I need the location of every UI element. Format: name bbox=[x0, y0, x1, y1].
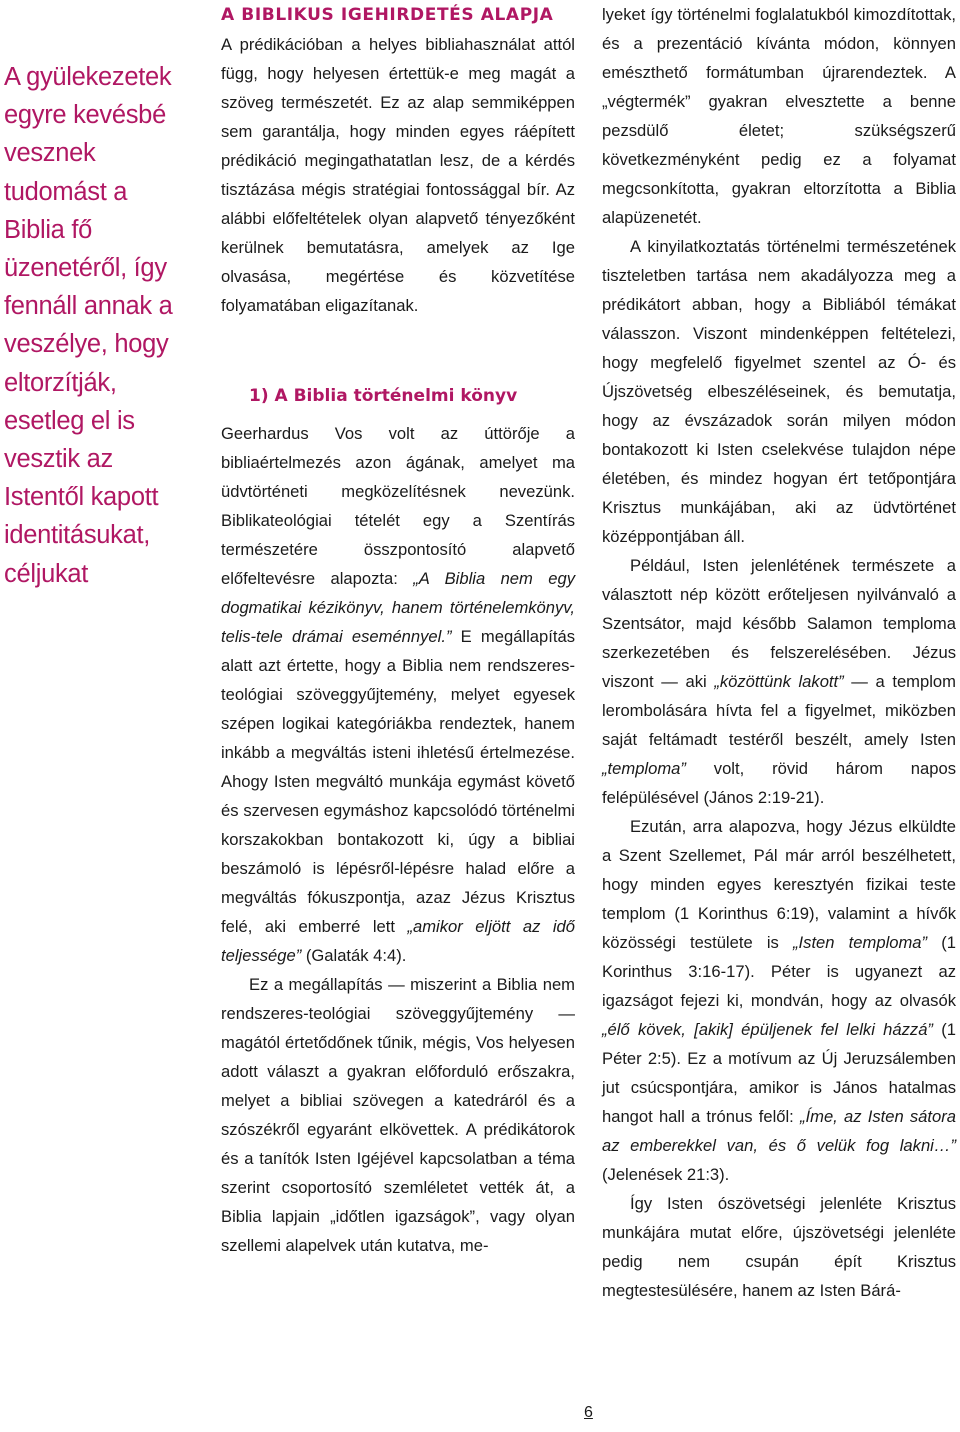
body-paragraph: A kinyilatkoztatás történelmi természetének tiszteletben tartása nem akadályozza meg a prédikátort abban, hogy a Bibliából témákat válasszon. Viszont mindenképpen feltételezi, hogy megfelelő figyelmet szentel az Ó- és Újszövetség elbeszéléseinek, és bemutatja, hogy az évszázadok során milyen módon bontakozott ki Isten cselekvése tulajdon népe életében, és mindez hogyan ért tetőpontjára Krisztus munkájában, aki az üdvtörténet középpontjában áll. bbox=[602, 237, 956, 546]
quote-lakott: „közöttünk lakott” bbox=[714, 672, 844, 691]
pull-quote: A gyülekezetek egyre kevésbé vesznek tudomást a Biblia fő üzenetéről, így fennáll annak a veszélye, hogy eltorzítják, esetleg el is vesztik az Istentől kapott identitásukat, céljukat bbox=[4, 63, 173, 588]
subsection-heading: 1) A Biblia történelmi könyv bbox=[249, 386, 518, 406]
body-paragraph: Például, Isten jelenlétének természete a választott nép között erőteljesen nyilvánvaló a Szentsátor, majd később Salamon temploma szerkezetében és felszerelésében. Jézus viszont — aki „közöttünk lakott” — a templom lerombolására hívta fel a figyelmet, miközben saját feltámadt testéről beszélt, amely Isten „temploma” volt, rövid három napos felépülésével (János 2:19-21). bbox=[602, 556, 956, 807]
quote-elo-kovek: „élő kövek, [akik] épüljenek fel lelki házzá” bbox=[602, 1020, 933, 1039]
quote-isten-temploma: „Isten temploma” bbox=[793, 933, 928, 952]
quote-galatians: „amikor eljött az idő teljessége” bbox=[221, 917, 575, 965]
body-paragraph: lyeket így történelmi foglalatukból kimozdítottak, és a prezentáció kívánta módon, könnyen emészthető formátumban újrarendeztek. A „végtermék” gyakran elvesztette a benne pezsdülő életet; szükségszerű következményként pedig ez a folyamat megcsonkította, gyakran eltorzította a Biblia alapüzenetét. bbox=[602, 5, 956, 227]
quote-ime: „Íme, az Isten sátora az emberekkel van, és ő velük fog lakni…” bbox=[602, 1107, 956, 1155]
column-left bbox=[221, 0, 575, 1260]
section-heading: A BIBLIKUS IGEHIRDETÉS ALAPJA bbox=[221, 5, 554, 25]
body-paragraph: Geerhardus Vos volt az úttörője a bibliaértelmezés azon ágának, amelyet ma üdvtörténeti megközelítésnek nevezünk. Biblikateológiai tételét egy a Szentírás természetére összpontosító alapvető előfeltevésre alapozta: „A Biblia nem egy dogmatikai kézikönyv, hanem történelemkönyv, telis-tele drámai eseménnyel.” E megállapítás alatt azt értette, hogy a Biblia nem rendszeres-teológiai szöveggyűjtemény, melyet egyesek szépen logikai kategóriákba rendeztek, hanem inkább a megváltás isteni ihletésű értelmezése. Ahogy Isten megváltó munkája egymást követő és szervesen egymáshoz kapcsolódó történelmi korszakokban bontakozott ki, úgy a bibliai beszámoló is lépésről-lépésre halad előre a megváltás fókuszpontja, azaz Jézus Krisztus felé, aki emberré lett „amikor eljött az idő teljessége” (Galaták 4:4). bbox=[221, 424, 575, 965]
page-number: 6 bbox=[584, 1404, 593, 1421]
intro-paragraph: A prédikációban a helyes bibliahasználat attól függ, hogy helyesen értettük-e meg magát a szöveg természetét. Ez az alap semmiképpen sem garantálja, hogy minden egyes ráépített prédikáció megingathatatlan lesz, de a kérdés tisztázása mégis stratégiai fontossággal bír. Az alábbi előfeltételek olyan alapvető tényezőként kerülnek bemutatásra, amelyek az Ige olvasása, megértése és közvetítése folyamatában eligazítanak. bbox=[221, 35, 575, 315]
body-paragraph: Így Isten ószövetségi jelenléte Krisztus munkájára mutat előre, újszövetségi jelenléte pedig nem csupán épít Krisztus megtestesülésére, hanem az Isten Bárá- bbox=[602, 1194, 956, 1300]
quote-temploma: „temploma” bbox=[602, 759, 686, 778]
body-paragraph: Ezután, arra alapozva, hogy Jézus elküldte a Szent Szellemet, Pál már arról beszélhetett, hogy minden egyes keresztyén fizikai teste templom (1 Korinthus 6:19), valamint a hívők közösségi testülete is „Isten temploma” (1 Korinthus 3:16-17). Péter is ugyanezt az igazságot fejezi ki, mondván, hogy az olvasók „élő kövek, [akik] épüljenek fel lelki házzá” (1 Péter 2:5). Ez a motívum az Új Jeruzsálemben jut csúcspontjára, amikor is János hatalmas hangot hall a trónus felől: „Íme, az Isten sátora az emberekkel van, és ő velük fog lakni…” (Jelenések 21:3). bbox=[602, 817, 956, 1184]
column-right bbox=[602, 0, 956, 1305]
quote-vos: „A Biblia nem egy dogmatikai kézikönyv, hanem történelemkönyv, telis-tele drámai eseménnyel.” bbox=[221, 569, 575, 646]
body-paragraph: Ez a megállapítás — miszerint a Biblia nem rendszeres-teológiai szöveggyűjtemény — magától értetődőnek tűnik, mégis, Vos helyesen adott választ a gyakran előforduló erőszakra, melyet a bibliai szövegen a katedráról és a szószékről egyaránt elkövettek. A prédikátorok és a tanítók Isten Igéjével kapcsolatban a téma szerint csoportosító szemléletet vették át, a Biblia lapjain „időtlen igazságok”, vagy olyan szellemi alapelvek után kutatva, me- bbox=[221, 975, 575, 1255]
